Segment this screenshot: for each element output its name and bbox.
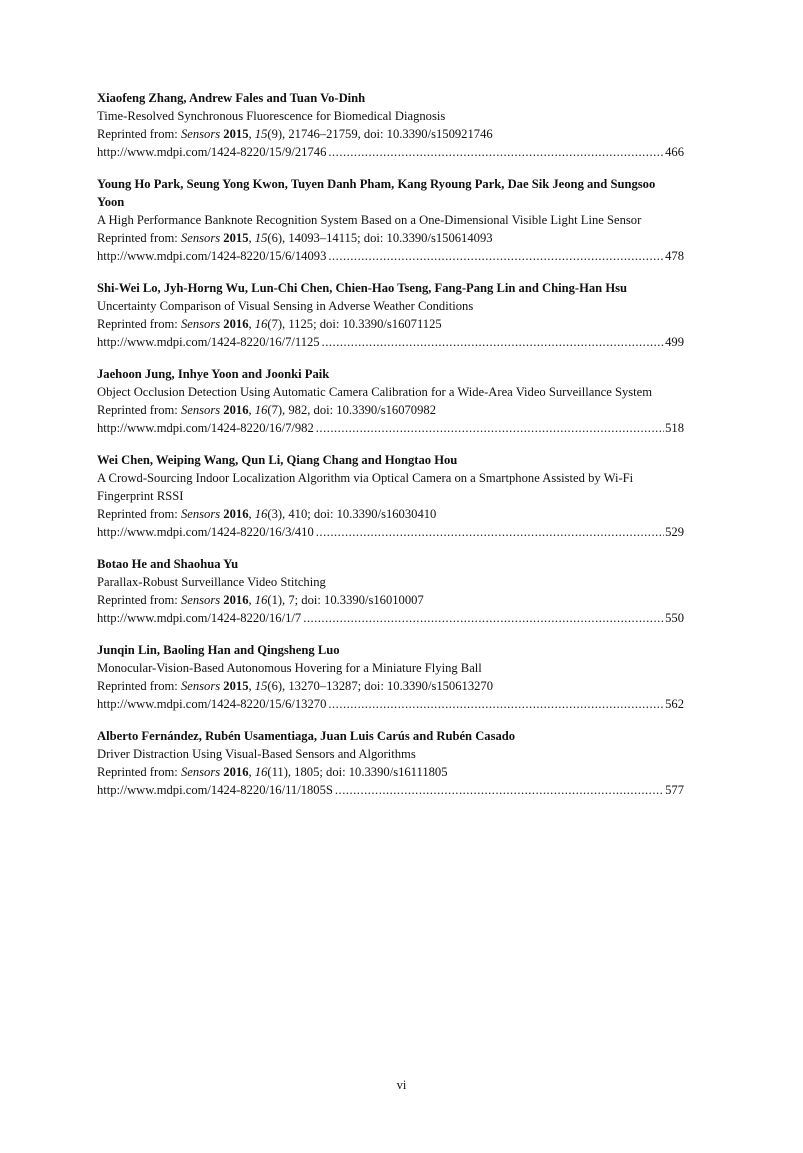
dot-leader: [328, 247, 664, 265]
journal-volume: 15: [254, 679, 268, 693]
entry-reprint: Reprinted from: Sensors 2015, 15(6), 13270–13287; doi: 10.3390/s150613270: [97, 679, 494, 693]
entry-reprint: Reprinted from: Sensors 2016, 16(11), 1805; doi: 10.3390/s16111805: [97, 765, 448, 779]
journal-year: 2015: [223, 231, 249, 245]
entry-authors: Xiaofeng Zhang, Andrew Fales and Tuan Vo-Dinh: [97, 91, 366, 105]
journal-year: 2016: [223, 765, 249, 779]
toc-entry: [97, 89, 684, 161]
reprint-prefix: Reprinted from:: [97, 403, 181, 417]
entry-url-line: [97, 695, 684, 713]
toc-entry: [97, 175, 684, 265]
entry-authors: Junqin Lin, Baoling Han and Qingsheng Luo: [97, 643, 340, 657]
issue-pages-doi: (6), 14093–14115; doi: 10.3390/s150614093: [267, 231, 493, 245]
entry-url-link[interactable]: http://www.mdpi.com/1424-8220/16/11/1805S: [97, 783, 333, 797]
journal-name: Sensors: [180, 317, 221, 331]
entry-url-link[interactable]: http://www.mdpi.com/1424-8220/16/3/410: [97, 525, 314, 539]
entry-page-number: 518: [665, 421, 684, 435]
journal-name: Sensors: [180, 593, 221, 607]
reprint-prefix: Reprinted from:: [97, 593, 181, 607]
journal-year: 2016: [223, 593, 249, 607]
entry-url-link[interactable]: http://www.mdpi.com/1424-8220/16/1/7: [97, 611, 302, 625]
issue-pages-doi: (6), 13270–13287; doi: 10.3390/s150613270: [267, 679, 494, 693]
journal-name: Sensors: [180, 231, 221, 245]
dot-leader: [316, 523, 664, 541]
issue-pages-doi: (9), 21746–21759, doi: 10.3390/s150921746: [267, 127, 493, 141]
journal-volume: 16: [254, 403, 268, 417]
entry-title: Uncertainty Comparison of Visual Sensing in Adverse Weather Conditions: [97, 299, 474, 313]
journal-volume: 15: [254, 231, 268, 245]
dot-leader: [328, 695, 664, 713]
dot-leader: [303, 609, 664, 627]
journal-name: Sensors: [180, 403, 221, 417]
toc-entry: [97, 727, 684, 799]
dot-leader: [322, 333, 665, 351]
journal-year: 2015: [223, 127, 249, 141]
entry-authors: Wei Chen, Weiping Wang, Qun Li, Qiang Chang and Hongtao Hou: [97, 453, 458, 467]
entry-url-link[interactable]: http://www.mdpi.com/1424-8220/16/7/982: [97, 421, 314, 435]
entry-title: A Crowd-Sourcing Indoor Localization Algorithm via Optical Camera on a Smartphone Assisted by Wi-Fi Fingerprint RSSI: [97, 471, 634, 503]
journal-name: Sensors: [180, 507, 221, 521]
entry-url-link[interactable]: http://www.mdpi.com/1424-8220/15/6/14093: [97, 249, 327, 263]
entry-authors: Shi-Wei Lo, Jyh-Horng Wu, Lun-Chi Chen, Chien-Hao Tseng, Fang-Pang Lin and Ching-Han Hsu: [97, 281, 628, 295]
entry-reprint: Reprinted from: Sensors 2016, 16(1), 7; doi: 10.3390/s16010007: [97, 593, 424, 607]
entry-title: Time-Resolved Synchronous Fluorescence for Biomedical Diagnosis: [97, 109, 446, 123]
issue-pages-doi: (1), 7; doi: 10.3390/s16010007: [267, 593, 424, 607]
entry-authors: Jaehoon Jung, Inhye Yoon and Joonki Paik: [97, 367, 330, 381]
toc-entry: [97, 555, 684, 627]
entry-page-number: 529: [665, 525, 684, 539]
issue-pages-doi: (7), 1125; doi: 10.3390/s16071125: [267, 317, 442, 331]
entry-page-number: 577: [665, 783, 684, 797]
journal-year: 2016: [223, 403, 249, 417]
journal-name: Sensors: [180, 765, 221, 779]
journal-volume: 16: [254, 317, 268, 331]
toc-entry: [97, 451, 684, 541]
reprint-prefix: Reprinted from:: [97, 317, 181, 331]
journal-year: 2015: [223, 679, 249, 693]
entry-reprint: Reprinted from: Sensors 2016, 16(7), 1125; doi: 10.3390/s16071125: [97, 317, 442, 331]
journal-volume: 15: [254, 127, 268, 141]
entry-url-link[interactable]: http://www.mdpi.com/1424-8220/15/6/13270: [97, 697, 327, 711]
reprint-prefix: Reprinted from:: [97, 231, 181, 245]
entry-page-number: 550: [665, 611, 684, 625]
journal-name: Sensors: [180, 127, 221, 141]
table-of-contents: [97, 89, 684, 813]
entry-page-number: 499: [665, 335, 684, 349]
entry-title: A High Performance Banknote Recognition System Based on a One-Dimensional Visible Light Line Sensor: [97, 213, 642, 227]
reprint-prefix: Reprinted from:: [97, 765, 181, 779]
entry-page-number: 466: [665, 145, 684, 159]
entry-url-link[interactable]: http://www.mdpi.com/1424-8220/15/9/21746: [97, 145, 327, 159]
entry-url-line: [97, 781, 684, 799]
entry-authors: Alberto Fernández, Rubén Usamentiaga, Juan Luis Carús and Rubén Casado: [97, 729, 516, 743]
entry-title: Object Occlusion Detection Using Automatic Camera Calibration for a Wide-Area Video Surveillance System: [97, 385, 653, 399]
entry-reprint: Reprinted from: Sensors 2016, 16(3), 410; doi: 10.3390/s16030410: [97, 507, 437, 521]
issue-pages-doi: (11), 1805; doi: 10.3390/s16111805: [267, 765, 448, 779]
entry-title: Driver Distraction Using Visual-Based Sensors and Algorithms: [97, 747, 416, 761]
journal-year: 2016: [223, 507, 249, 521]
entry-url-line: [97, 523, 684, 541]
entry-title: Monocular-Vision-Based Autonomous Hovering for a Miniature Flying Ball: [97, 661, 482, 675]
reprint-prefix: Reprinted from:: [97, 507, 181, 521]
entry-reprint: Reprinted from: Sensors 2015, 15(9), 21746–21759, doi: 10.3390/s150921746: [97, 127, 493, 141]
reprint-prefix: Reprinted from:: [97, 679, 181, 693]
toc-entry: [97, 365, 684, 437]
entry-url-line: [97, 419, 684, 437]
entry-page-number: 562: [665, 697, 684, 711]
entry-authors: Young Ho Park, Seung Yong Kwon, Tuyen Danh Pham, Kang Ryoung Park, Dae Sik Jeong and Sungsoo Yoon: [97, 177, 656, 209]
dot-leader: [316, 419, 664, 437]
entry-reprint: Reprinted from: Sensors 2015, 15(6), 14093–14115; doi: 10.3390/s150614093: [97, 231, 493, 245]
issue-pages-doi: (7), 982, doi: 10.3390/s16070982: [267, 403, 436, 417]
dot-leader: [335, 781, 664, 799]
toc-entry: [97, 279, 684, 351]
page-number: vi: [396, 1078, 407, 1092]
dot-leader: [328, 143, 664, 161]
entry-url-line: [97, 143, 684, 161]
toc-entry: [97, 641, 684, 713]
journal-name: Sensors: [180, 679, 221, 693]
journal-year: 2016: [223, 317, 249, 331]
entry-url-line: [97, 333, 684, 351]
journal-volume: 16: [254, 765, 268, 779]
entry-url-line: [97, 247, 684, 265]
journal-volume: 16: [254, 593, 268, 607]
entry-url-link[interactable]: http://www.mdpi.com/1424-8220/16/7/1125: [97, 335, 320, 349]
entry-title: Parallax-Robust Surveillance Video Stitching: [97, 575, 326, 589]
journal-volume: 16: [254, 507, 268, 521]
entry-authors: Botao He and Shaohua Yu: [97, 557, 239, 571]
entry-reprint: Reprinted from: Sensors 2016, 16(7), 982, doi: 10.3390/s16070982: [97, 403, 436, 417]
entry-url-line: [97, 609, 684, 627]
issue-pages-doi: (3), 410; doi: 10.3390/s16030410: [267, 507, 437, 521]
entry-page-number: 478: [665, 249, 684, 263]
reprint-prefix: Reprinted from:: [97, 127, 181, 141]
